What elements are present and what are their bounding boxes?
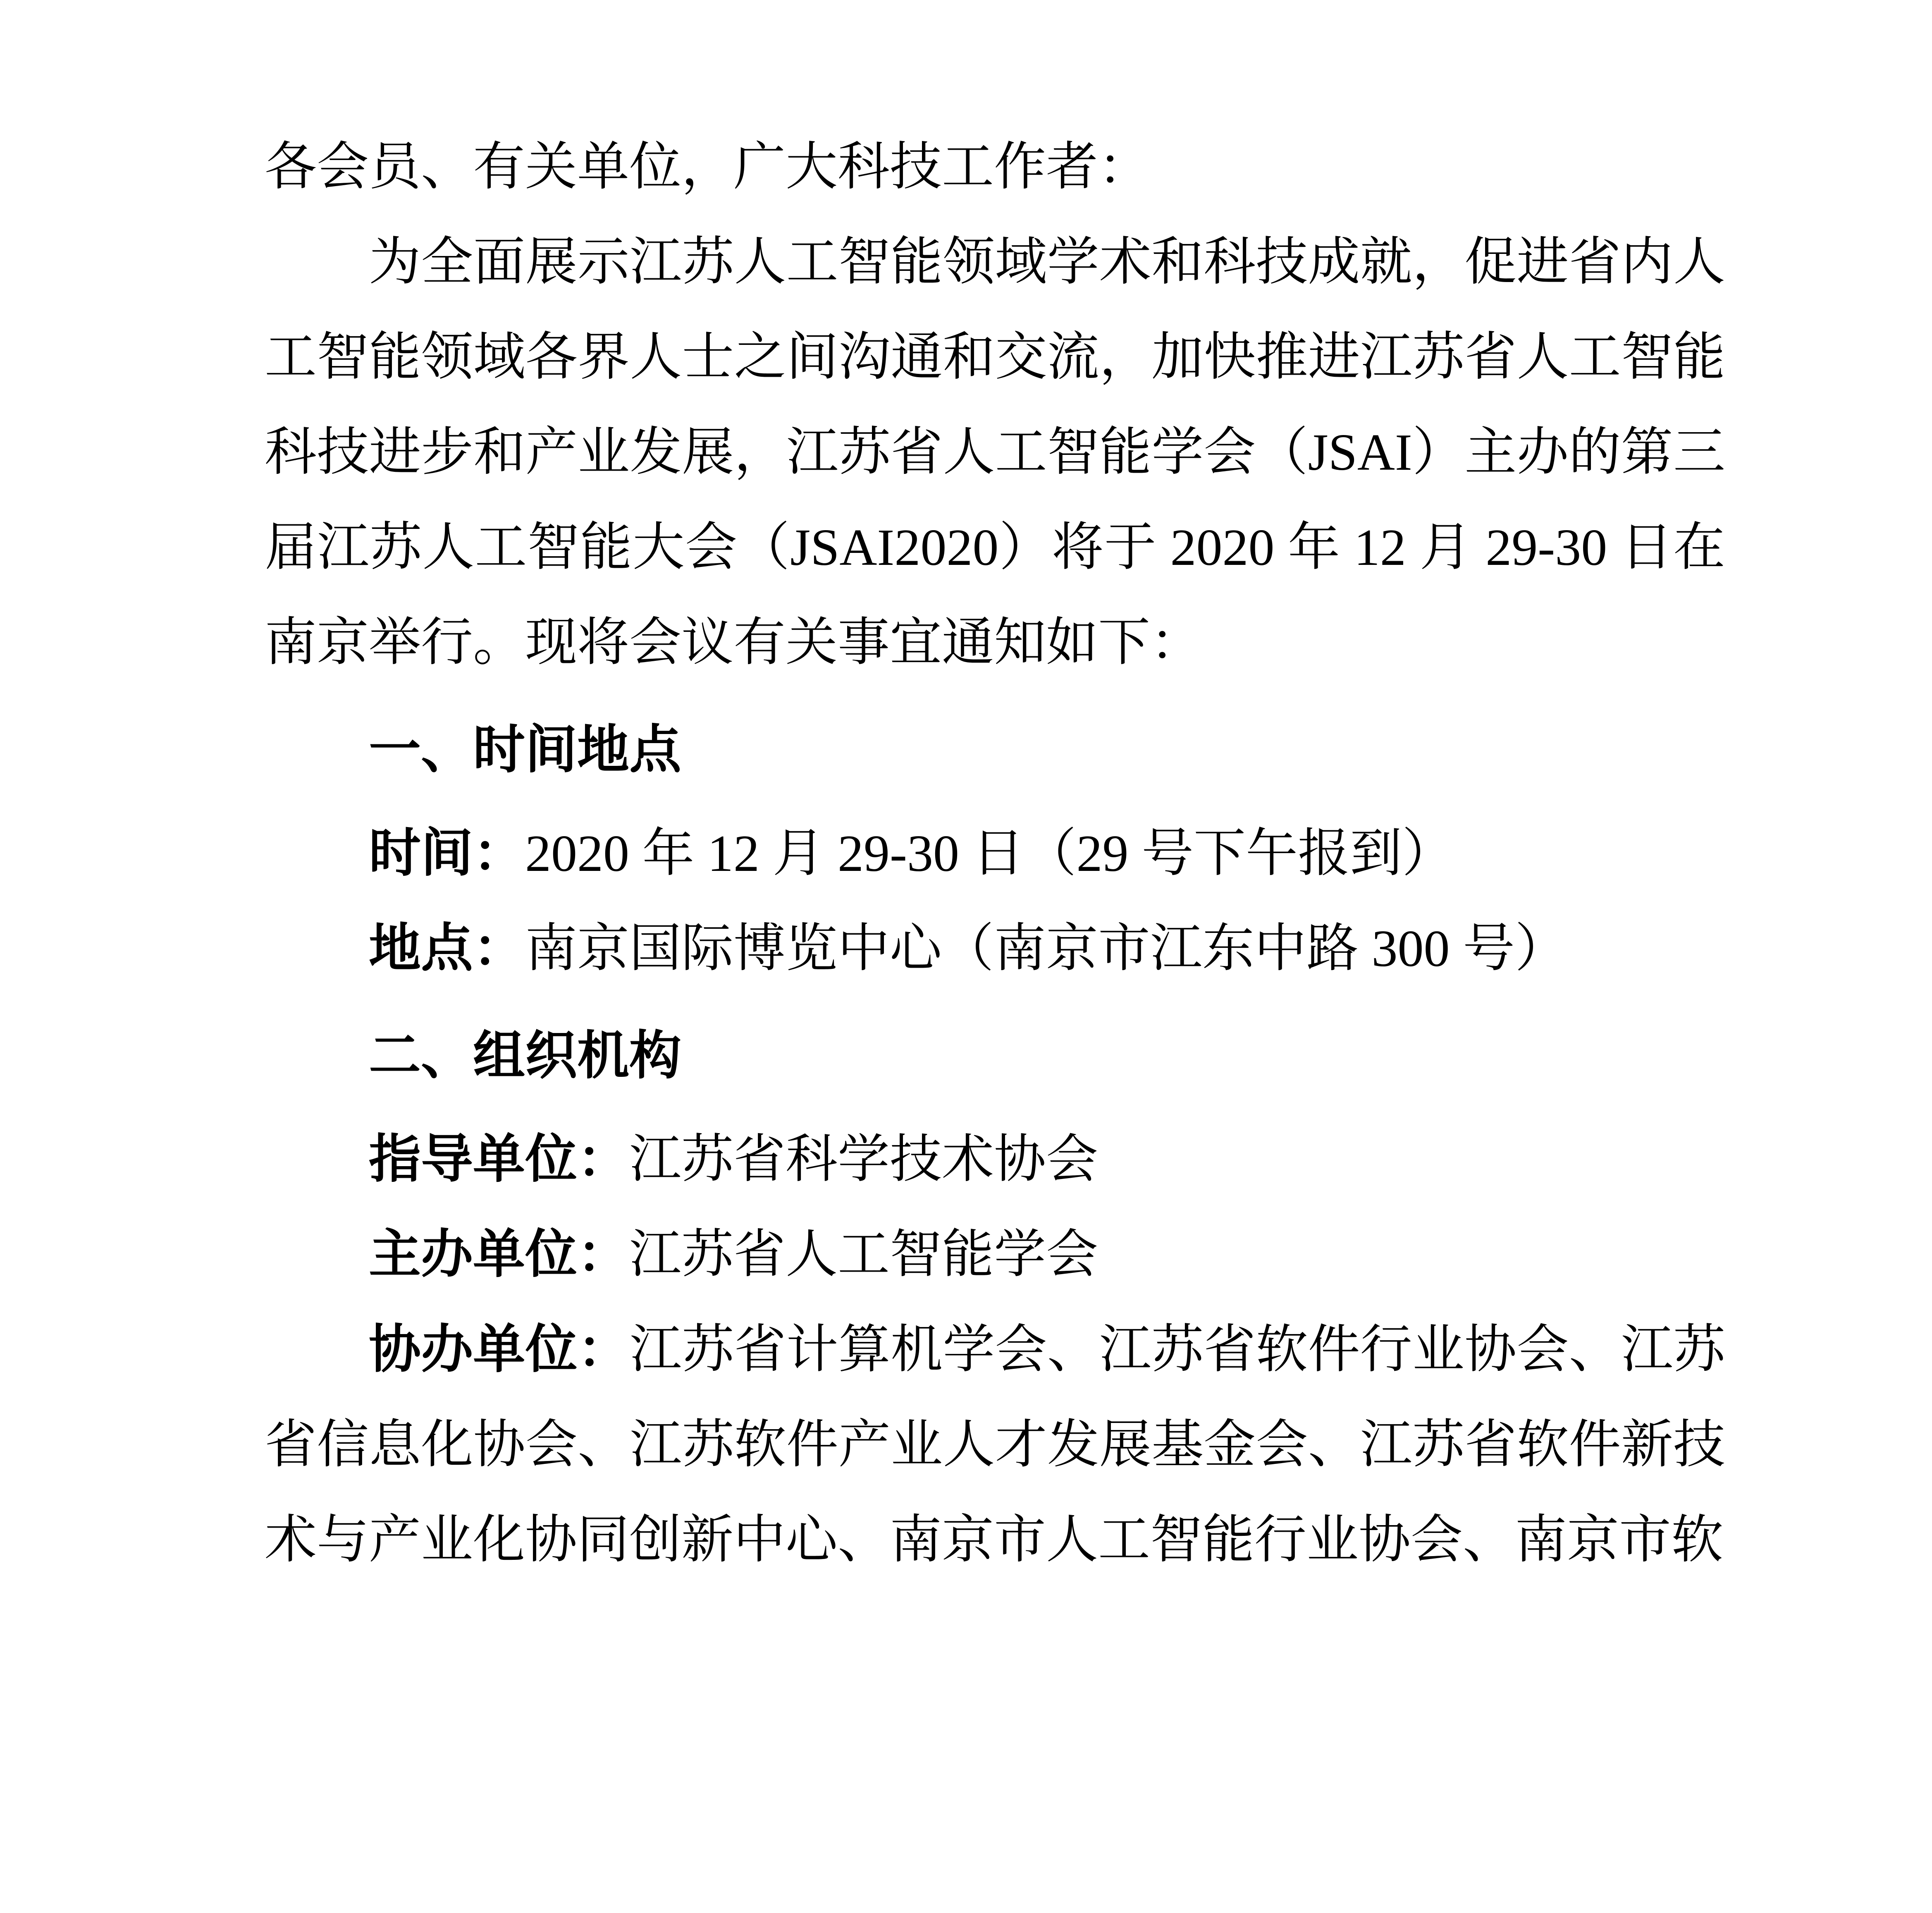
time-value: 2020 年 12 月 29-30 日（29 号下午报到） <box>525 825 1454 882</box>
time-line <box>265 806 1725 902</box>
host-unit-line <box>265 1208 1725 1303</box>
co-organizer-label: 协办单位： <box>369 1321 630 1379</box>
intro-paragraph: 为全面展示江苏人工智能领域学术和科技成就，促进省内人工智能领域各界人士之间沟通和交流，加快推进江苏省人工智能科技进步和产业发展，江苏省人工智能学会（JSAI）主办的第三届江苏人工智能大会（JSAI2020）将于 2020 年 12 月 29-30 日在南京举行。现将会议有关事宜通知如下： <box>265 234 1725 672</box>
host-unit-label: 主办单位： <box>369 1226 629 1284</box>
section-heading-organization: 二、组织机构 <box>369 1026 681 1085</box>
guidance-unit-line <box>265 1112 1725 1208</box>
guidance-unit-label: 指导单位： <box>369 1131 629 1188</box>
host-unit-value: 江苏省人工智能学会 <box>629 1226 1098 1284</box>
guidance-unit-value: 江苏省科学技术协会 <box>629 1131 1098 1188</box>
place-label: 地点： <box>369 920 525 978</box>
place-line <box>265 902 1725 997</box>
section-heading-time-place: 一、时间地点 <box>369 720 681 779</box>
co-organizer-paragraph <box>265 1303 1725 1588</box>
place-value: 南京国际博览中心（南京市江东中路 300 号） <box>525 920 1567 978</box>
co-organizer-value: 江苏省计算机学会、江苏省软件行业协会、江苏省信息化协会、江苏软件产业人才发展基金会、江苏省软件新技术与产业化协同创新中心、南京市人工智能行业协会、南京市软 <box>265 1321 1725 1569</box>
time-label: 时间： <box>369 825 525 882</box>
salutation-line: 各会员、有关单位，广大科技工作者： <box>265 139 1150 196</box>
